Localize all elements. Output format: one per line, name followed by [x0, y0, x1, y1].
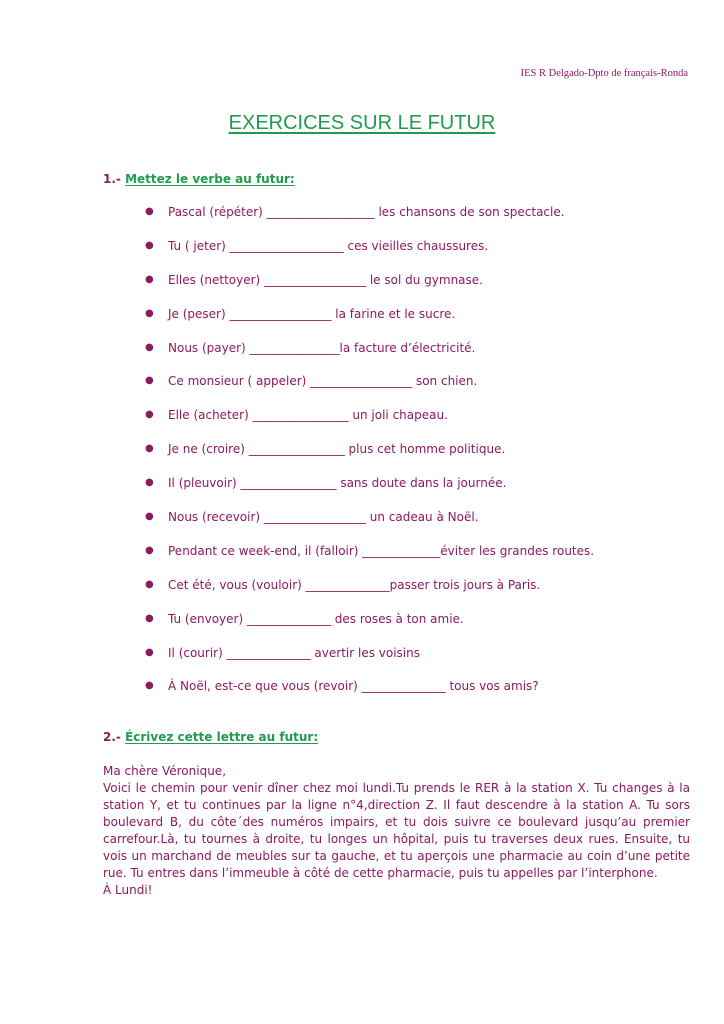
bullet-dot-icon: ●	[145, 511, 154, 523]
exercise-text: Nous (payer) _______________la facture d’électricité.	[168, 340, 476, 355]
exercise-text: Il (courir) ______________ avertir les voisins	[168, 645, 420, 660]
bullet-dot-icon: ●	[145, 578, 154, 590]
bullet-dot-icon: ●	[145, 273, 154, 285]
bullet-dot-icon: ●	[145, 646, 154, 658]
list-item	[145, 439, 594, 473]
exercise-text: Tu (envoyer) ______________ des roses à ton amie.	[168, 611, 464, 626]
exercise-text: À Noël, est-ce que vous (revoir) ______________ tous vos amis?	[168, 679, 539, 694]
list-item	[145, 202, 594, 236]
list-item	[145, 507, 594, 541]
list-item	[145, 473, 594, 507]
bullet-dot-icon: ●	[145, 680, 154, 692]
bullet-dot-icon: ●	[145, 375, 154, 387]
list-item	[145, 575, 594, 609]
list-item	[145, 304, 594, 338]
letter-body: Voici le chemin pour venir dîner chez moi lundi.Tu prends le RER à la station X. Tu changes à la station Y, et tu continues par la ligne n°4,direction Z. Il faut descendre à la station A. Tu sors boulevard B, du côte´des numéros impairs, et tu dois suivre ce boulevard jusqu’au premier carrefour.Là, tu tournes à droite, tu longes un hôpital, puis tu traverses deux rues. Ensuite, tu vois un marchand de meubles sur ta gauche, et tu aperçois une pharmacie au coin d’une petite rue. Tu entres dans l’immeuble à côté de cette pharmacie, puis tu appelles par l’interphone.	[103, 781, 690, 880]
list-item	[145, 405, 594, 439]
section-1-heading	[103, 172, 295, 186]
list-item	[145, 270, 594, 304]
exercise-text: Pascal (répéter) __________________ les chansons de son spectacle.	[168, 205, 565, 219]
bullet-dot-icon: ●	[145, 409, 154, 421]
section-1-label: Mettez le verbe au futur:	[125, 172, 295, 186]
bullet-dot-icon: ●	[145, 206, 154, 217]
exercise-text: Nous (recevoir) _________________ un cadeau à Noël.	[168, 510, 479, 525]
exercise-text: Cet été, vous (vouloir) ______________passer trois jours à Paris.	[168, 577, 541, 592]
exercise-text: Ce monsieur ( appeler) _________________ son chien.	[168, 374, 478, 389]
exercise-text: Je ne (croire) ________________ plus cet homme politique.	[168, 442, 506, 457]
exercise-text: Je (peser) _________________ la farine et le sucre.	[168, 306, 456, 321]
list-item	[145, 609, 594, 643]
section-2-label: Écrivez cette lettre au futur:	[125, 730, 319, 744]
section-1-number: 1.-	[103, 172, 121, 186]
bullet-dot-icon: ●	[145, 544, 154, 556]
exercise-text: Tu ( jeter) ___________________ ces vieilles chaussures.	[168, 238, 489, 253]
exercise-text: Il (pleuvoir) ________________ sans doute dans la journée.	[168, 476, 507, 491]
list-item	[145, 643, 594, 677]
page-title: EXERCICES SUR LE FUTUR	[228, 112, 496, 134]
bullet-dot-icon: ●	[145, 307, 154, 319]
header-note: IES R Delgado-Dpto de français-Ronda	[520, 68, 688, 79]
exercise-text: Elle (acheter) ________________ un joli chapeau.	[168, 408, 448, 423]
bullet-dot-icon: ●	[145, 239, 154, 251]
list-item	[145, 371, 594, 405]
letter-closing: À Lundi!	[103, 883, 153, 897]
bullet-dot-icon: ●	[145, 341, 154, 353]
list-item	[145, 676, 594, 710]
list-item	[145, 338, 594, 372]
list-item	[145, 236, 594, 270]
bullet-dot-icon: ●	[145, 477, 154, 489]
letter-greeting: Ma chère Véronique,	[103, 764, 227, 778]
bullet-dot-icon: ●	[145, 443, 154, 455]
section-2-number: 2.-	[103, 730, 121, 744]
letter	[103, 763, 690, 899]
section-2-heading	[103, 730, 318, 744]
exercise-text: Pendant ce week-end, il (falloir) _____________éviter les grandes routes.	[168, 543, 595, 558]
exercise-list	[145, 202, 594, 710]
bullet-dot-icon: ●	[145, 612, 154, 624]
exercise-text: Elles (nettoyer) _________________ le sol du gymnase.	[168, 272, 483, 287]
list-item	[145, 541, 594, 575]
